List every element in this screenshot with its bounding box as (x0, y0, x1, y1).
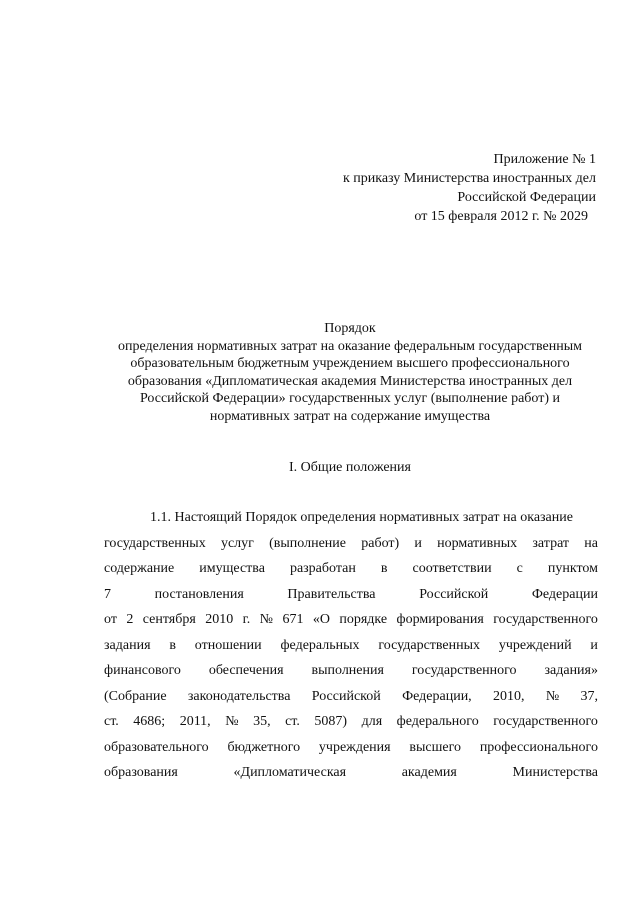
body-line (104, 713, 598, 730)
body-line (104, 560, 598, 577)
body-word: постановления (154, 586, 244, 602)
body-word: на (584, 535, 598, 551)
body-word: № (545, 688, 560, 704)
body-word: работ) (361, 535, 400, 551)
body-word: задания» (544, 663, 598, 678)
body-word: 5087) (314, 714, 348, 729)
order-reference: к приказу Министерства иностранных дел (342, 171, 596, 186)
body-word: Правительства (287, 586, 376, 602)
body-word: № (259, 612, 274, 627)
body-word: выполнения (311, 663, 384, 678)
body-word: учреждений (498, 637, 572, 653)
body-line (104, 611, 598, 628)
body-word: нормативных (437, 535, 518, 551)
body-word: государственного (411, 663, 517, 678)
body-word: от (104, 612, 117, 627)
body-word: порядке (339, 612, 388, 627)
body-word: государственных (104, 535, 206, 551)
body-word: затрат (532, 535, 570, 551)
body-word: 671 (282, 612, 304, 627)
section-heading: I. Общие положения (289, 460, 411, 475)
body-word: соответствии (412, 561, 492, 576)
body-word: (Собрание (104, 688, 167, 704)
body-word: Министерства (512, 765, 598, 780)
body-word: 2011, (179, 714, 211, 729)
body-word: и (590, 637, 598, 653)
body-word: в (380, 561, 388, 576)
body-word: пунктом (547, 561, 598, 576)
body-word: 2010 (205, 612, 234, 627)
body-line (104, 688, 598, 705)
appendix-number: Приложение № 1 (493, 152, 596, 167)
body-word: 4686; (133, 714, 166, 729)
body-word: образовательного (104, 739, 209, 755)
body-word: разработан (289, 561, 356, 576)
body-word: услуг (220, 535, 254, 551)
order-date-number: от 15 февраля 2012 г. № 2029 (414, 209, 588, 224)
body-word: профессионального (479, 739, 598, 755)
body-word: ст. (285, 714, 300, 729)
body-word: 2010, (493, 688, 525, 704)
appendix-header (296, 150, 596, 226)
body-word: высшего (409, 739, 462, 755)
body-word: академия (401, 765, 457, 780)
body-line (104, 535, 598, 552)
body-word: Российской (419, 586, 489, 602)
body-line (104, 662, 598, 679)
body-word: с (516, 561, 523, 576)
body-word: содержание (104, 561, 175, 576)
country-name: Российской Федерации (457, 190, 596, 205)
body-word: отношении (194, 637, 262, 653)
body-word: формирования (396, 612, 484, 627)
body-word: «О (312, 612, 330, 627)
document-title (100, 320, 600, 425)
body-word: ст. (104, 714, 119, 729)
body-word: г. (242, 612, 251, 627)
body-word: 37, (580, 688, 598, 704)
body-line (104, 764, 598, 781)
body-word: государственного (493, 612, 598, 627)
body-word: сентября (142, 612, 196, 627)
title-line-4: образования «Дипломатическая академия Министерства иностранных дел (127, 373, 573, 389)
body-word: 1.1. Настоящий Порядок определения нормативных затрат на оказание (150, 510, 573, 525)
body-line (150, 509, 598, 526)
body-word: Федерации (531, 586, 598, 602)
body-word: имущества (199, 561, 265, 576)
title-line-3: образовательным бюджетным учреждением высшего профессионального (130, 356, 570, 371)
body-word: 35, (253, 714, 271, 729)
body-word: 2 (126, 612, 134, 627)
body-word: государственных (378, 637, 481, 653)
body-line (104, 586, 598, 603)
body-word: (выполнение (269, 535, 347, 551)
body-word: законодательства (187, 688, 291, 704)
body-word: в (169, 637, 176, 653)
body-word: для (361, 714, 383, 729)
body-word: федеральных (280, 637, 360, 653)
body-word: и (414, 535, 422, 551)
body-word: учреждения (318, 739, 391, 755)
body-word: образования (104, 765, 178, 780)
body-word: «Дипломатическая (233, 765, 347, 780)
body-word: финансового (104, 663, 181, 678)
body-word: Российской (311, 688, 381, 704)
title-line-1: Порядок (324, 321, 376, 336)
body-line (104, 739, 598, 756)
title-line-5: Российской Федерации» государственных услуг (выполнение работ) и (139, 391, 561, 406)
title-line-2: определения нормативных затрат на оказание федеральным государственным (117, 338, 583, 354)
body-line (104, 637, 598, 654)
body-word: 7 (104, 586, 111, 602)
body-word: обеспечения (208, 663, 284, 678)
body-word: № (225, 714, 239, 729)
body-word: бюджетного (227, 739, 301, 755)
body-word: федерального (396, 714, 479, 729)
body-word: Федерации, (402, 688, 472, 704)
body-word: задания (104, 637, 151, 653)
body-word: государственного (493, 714, 598, 729)
title-line-6: нормативных затрат на содержание имущества (209, 408, 491, 424)
